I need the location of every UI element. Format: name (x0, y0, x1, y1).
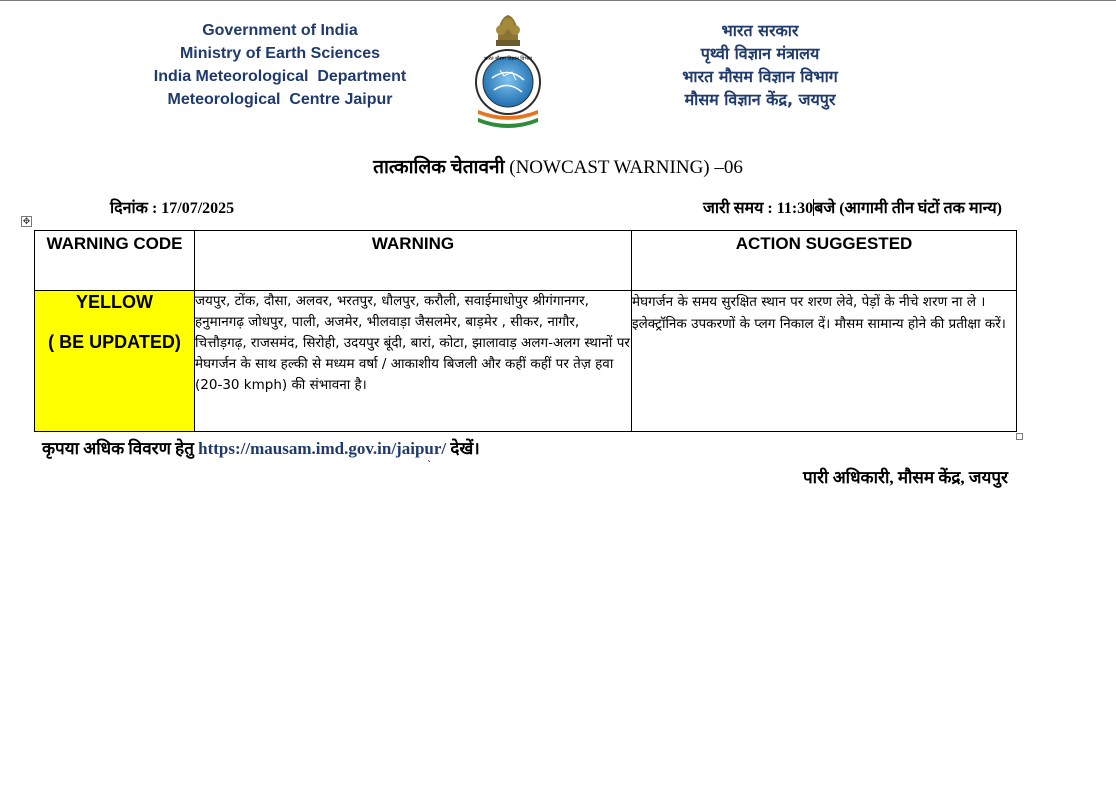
window-top-border (0, 0, 1116, 1)
document-title (0, 153, 1116, 179)
header-hi-line-1: भारत सरकार (721, 21, 799, 40)
date-line: दिनांक : 17/07/2025 (110, 200, 235, 217)
more-info-suffix: देखें। (450, 439, 480, 458)
issue-time: जारी समय : 11:30 (703, 200, 814, 217)
imd-emblem-icon (470, 10, 546, 130)
header-en-line-2: Ministry of Earth Sciences (179, 45, 381, 62)
title-hindi: तात्कालिक चेतावनी (373, 157, 505, 178)
header-hi-line-4: मौसम विज्ञान केंद्र, जयपुर (684, 90, 836, 109)
header-en-line-1: Government of India (202, 22, 358, 39)
more-info-prefix: कृपया अधिक विवरण हेतु (42, 439, 194, 458)
header-en-line-3: India Meteorological Department (153, 68, 407, 85)
signature-line: पारी अधिकारी, मौसम केंद्र, जयपुर (803, 468, 1008, 487)
stray-mark: ` (427, 460, 432, 471)
header-hi-line-3: भारत मौसम विज्ञान विभाग (682, 67, 838, 86)
issue-validity: बजे (आगामी तीन घंटों तक मान्य) (814, 200, 1002, 217)
warning-text-cell: जयपुर, टोंक, दौसा, अलवर, भरतपुर, धौलपुर, करौली, सवाईमाधोपुर श्रीगंगानगर, हनुमानगढ़ जोधपुर, पाली, अजमेर, भीलवाड़ा जैसलमेर, बाड़मेर , सीकर, नागौर, चित्तौड़गढ़, राजसमंद, सिरोही, उदयपुर बूंदी, बारां, कोटा, झालावाड़ अलग-अलग स्थानों पर मेघगर्जन के साथ हल्की से मध्यम वर्षा / आकाशीय बिजली और कहीं कहीं पर तेज़ हवा (20-30 kmph) की संभावना है। (195, 291, 632, 432)
header-english (130, 19, 430, 111)
title-english: (NOWCAST WARNING) (509, 157, 710, 178)
header-warning-code-label: WARNING CODE (46, 234, 183, 253)
more-info-link[interactable]: https://mausam.imd.gov.in/jaipur/ (198, 439, 447, 458)
header-en-line-4: Meteorological Centre Jaipur (167, 91, 393, 108)
header-warning-code (35, 231, 195, 291)
table-row (35, 291, 1017, 432)
warning-table (34, 230, 1017, 432)
header-hi-line-2: पृथ्वी विज्ञान मंत्रालय (700, 44, 820, 63)
emblem-text: भारत मौसम विज्ञान विभाग (483, 56, 533, 62)
header-warning (195, 231, 632, 291)
issue-time-line (703, 196, 1002, 218)
warning-code-color: YELLOW (76, 292, 153, 312)
title-number: –06 (714, 157, 743, 178)
header-action-suggested (632, 231, 1017, 291)
warning-code-status: ( BE UPDATED) (48, 332, 181, 352)
table-header-row (35, 231, 1017, 291)
header-action-label: ACTION SUGGESTED (735, 234, 913, 253)
table-move-handle-icon[interactable]: ✥ (22, 217, 31, 227)
warning-code-cell (35, 291, 195, 432)
table-resize-handle[interactable] (1016, 433, 1023, 440)
more-info-line (42, 436, 480, 459)
action-text-cell: मेघगर्जन के समय सुरक्षित स्थान पर शरण लेवे, पेड़ों के नीचे शरण ना ले । इलेक्ट्रॉनिक उपकरणों के प्लग निकाल दें। मौसम सामान्य होने की प्रतीक्षा करें। (632, 291, 1017, 432)
header-warning-label: WARNING (371, 234, 455, 253)
header-hindi (640, 19, 880, 111)
